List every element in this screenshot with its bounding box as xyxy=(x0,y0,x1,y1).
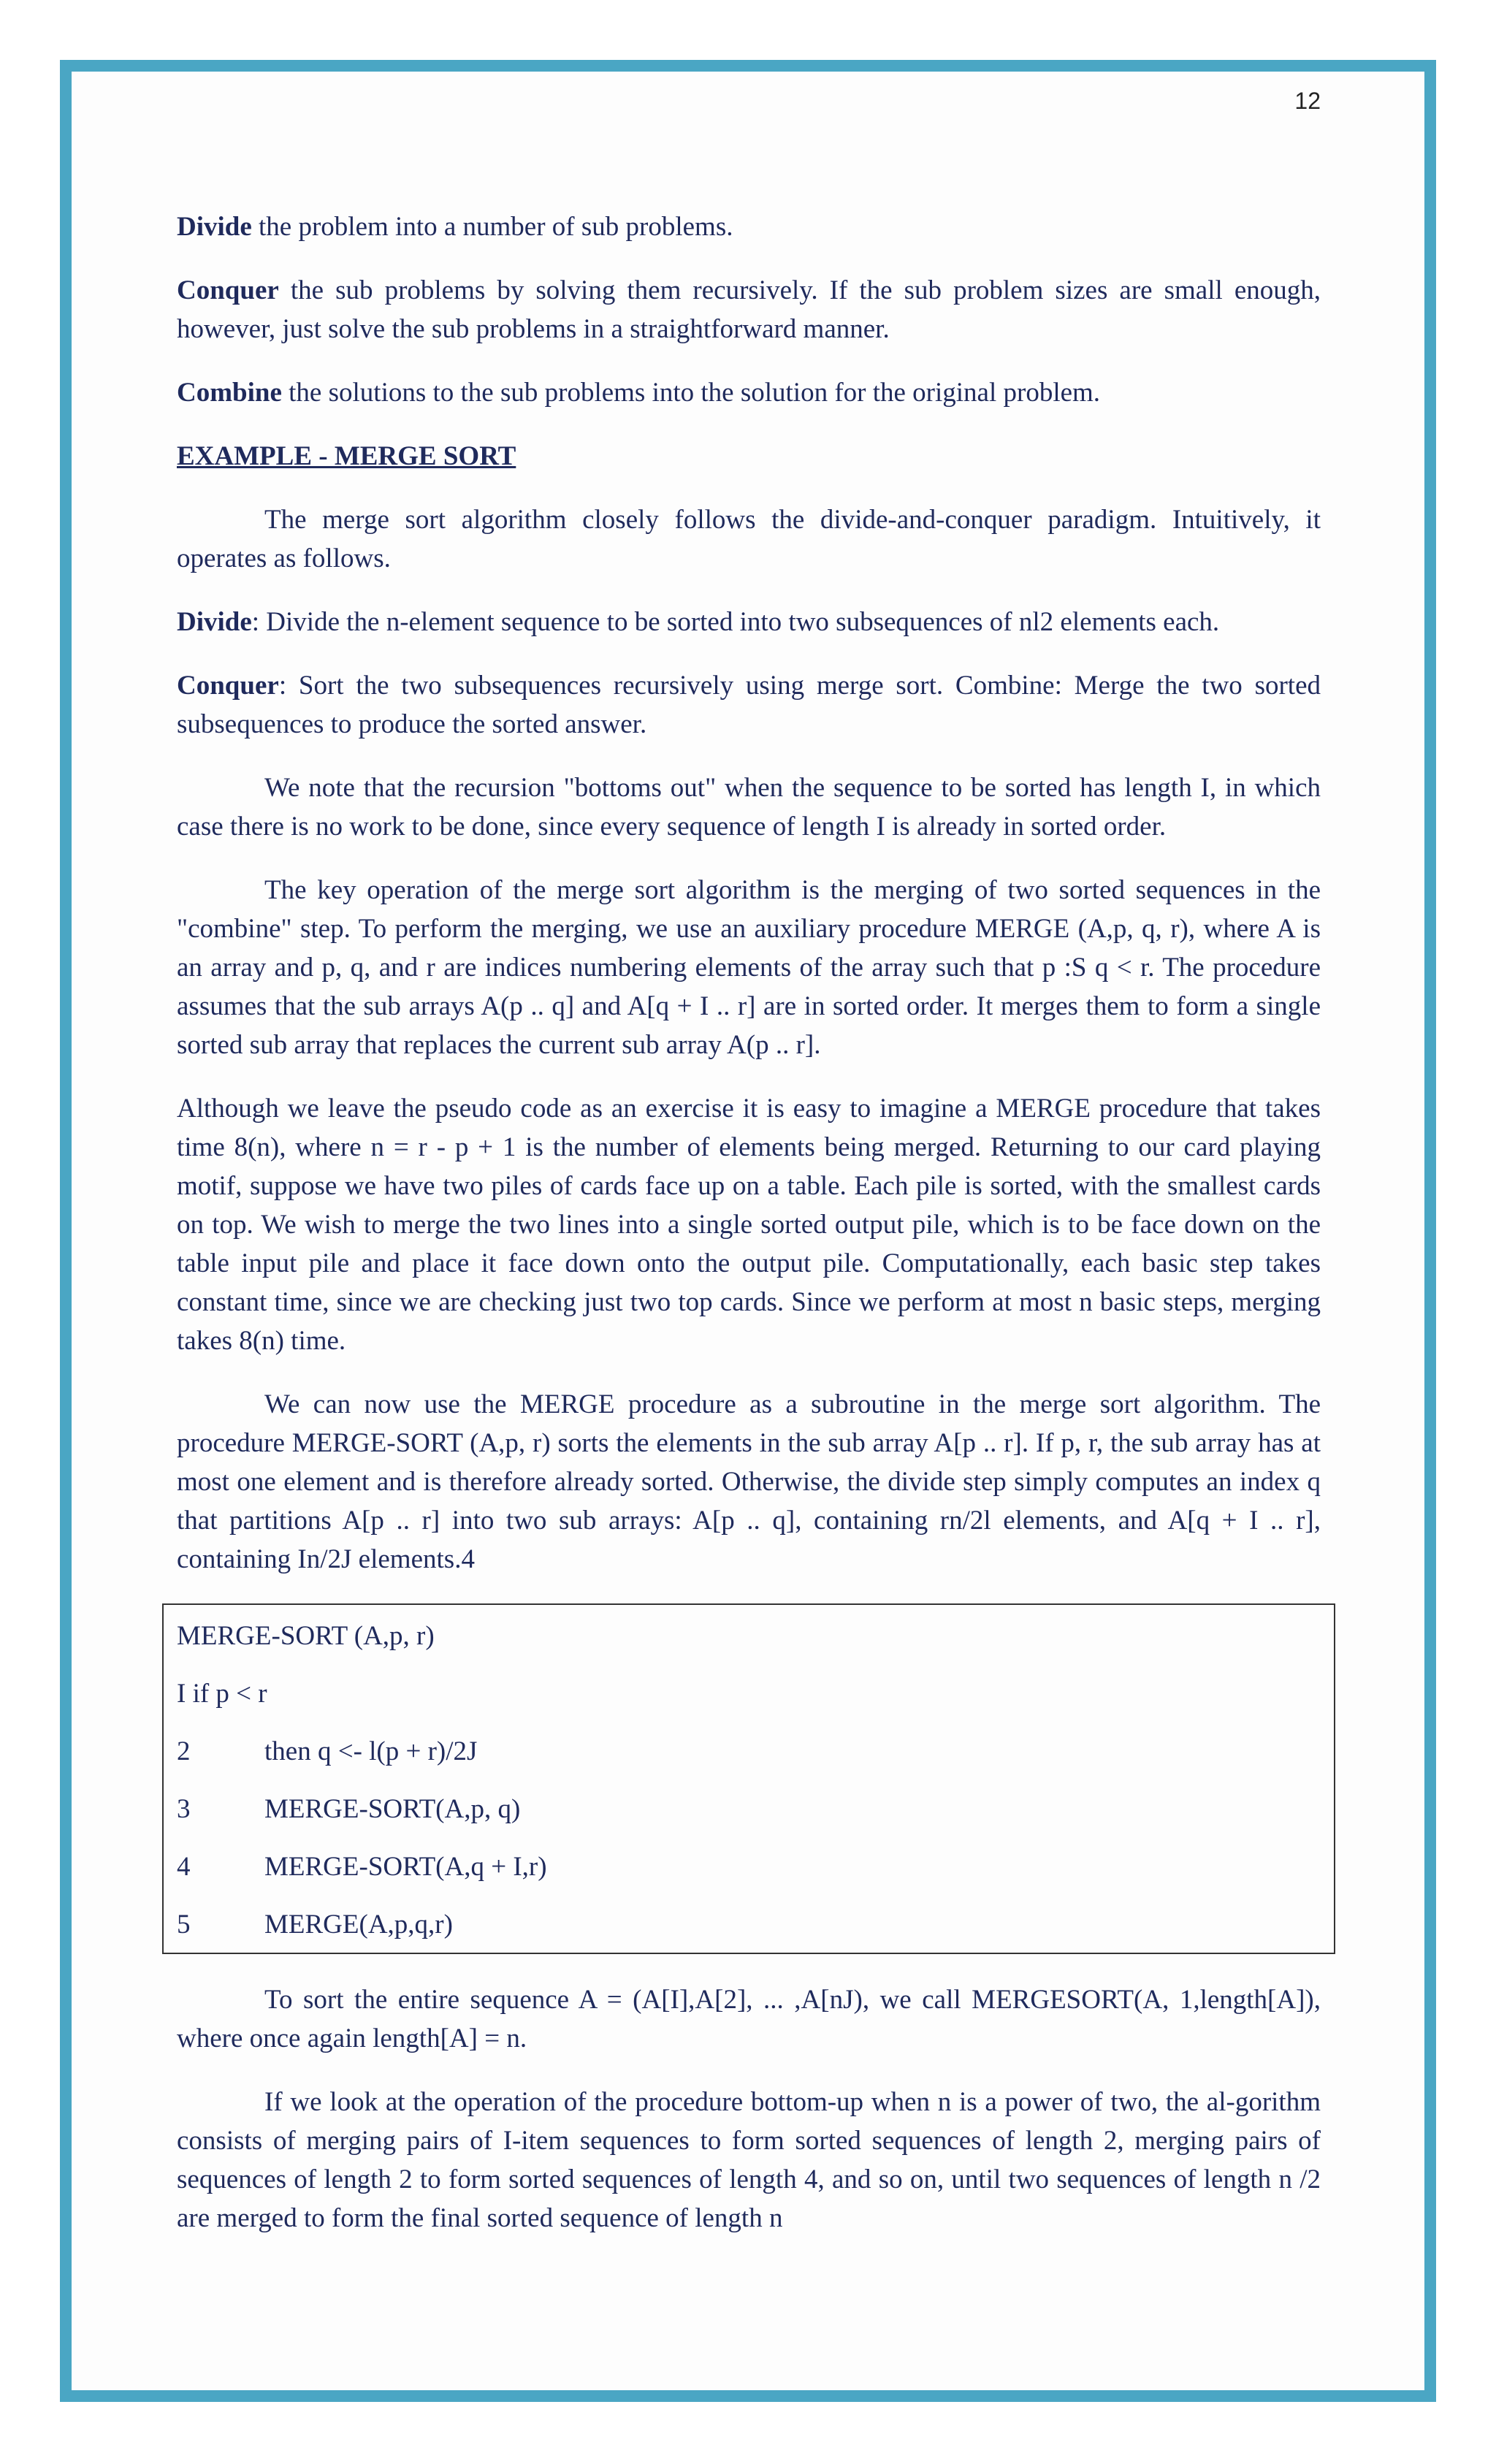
merge-sort-conquer-text: : Sort the two subsequences recursively using merge sort. Combine: Merge the two sorted subsequences to produce the sorted answer. xyxy=(177,671,1321,739)
code-line xyxy=(177,1790,1321,1828)
page-number: 12 xyxy=(1294,88,1321,114)
combine-label: Combine xyxy=(177,378,282,408)
conquer-paragraph xyxy=(177,271,1321,348)
merge-sort-divide-paragraph xyxy=(177,603,1321,641)
code-line-text: MERGE-SORT(A,q + I,r) xyxy=(264,1852,547,1882)
divide-text: the problem into a number of sub problems. xyxy=(251,212,733,242)
code-title-line xyxy=(177,1617,1321,1655)
merge-sort-divide-label: Divide xyxy=(177,607,252,637)
conquer-text: the sub problems by solving them recursively. If the sub problem sizes are small enough, however, just solve the sub problems in a straightforward manner. xyxy=(177,275,1321,344)
document-body xyxy=(177,207,1321,2262)
pseudo-code-paragraph: Although we leave the pseudo code as an exercise it is easy to imagine a MERGE procedure that takes time 8(n), where n = r - p + 1 is the number of elements being merged. Returning to our card playing motif, suppose we have two piles of cards face up on a table. Each pile is sorted, with the smallest cards on top. We wish to merge the two lines into a single sorted output pile, which is to be face down on the table input pile and place it face down onto the output pile. Computationally, each basic step takes constant time, since we are checking just two top cards. Since we perform at most n basic steps, merging takes 8(n) time. xyxy=(177,1094,1321,1356)
code-line xyxy=(177,1905,1321,1944)
sort-sequence-paragraph: To sort the entire sequence A = (A[I],A[2], ... ,A[nJ), we call MERGESORT(A, 1,length[A]), where once again length[A] = n. xyxy=(177,1985,1321,2053)
key-operation-paragraph: The key operation of the merge sort algorithm is the merging of two sorted sequences in the "combine" step. To perform the merging, we use an auxiliary procedure MERGE (A,p, q, r), where A is an array and p, q, and r are indices numbering elements of the array such that p :S q < r. The procedure assumes that the sub arrays A(p .. q] and A[q + I .. r] are in sorted order. It merges them to form a single sorted sub array that replaces the current sub array A(p .. r]. xyxy=(177,875,1321,1060)
code-line-text: then q <- l(p + r)/2J xyxy=(264,1736,478,1766)
code-line-number: 5 xyxy=(177,1910,191,1939)
bottom-up-paragraph: If we look at the operation of the procedure bottom-up when n is a power of two, the al-gorithm consists of merging pairs of I-item sequences to form sorted sequences of length 2, merging pairs of sequences of length 2 to form sorted sequences of length 4, and so on, until two sequences of length n /2 are merged to form the final sorted sequence of length n xyxy=(177,2087,1321,2233)
merge-sort-divide-text: : Divide the n-element sequence to be sorted into two subsequences of nl2 elements each. xyxy=(251,607,1220,637)
example-heading: EXAMPLE - MERGE SORT xyxy=(177,441,516,471)
code-line-text: MERGE-SORT(A,p, q) xyxy=(264,1794,521,1824)
conquer-label: Conquer xyxy=(177,275,279,305)
code-line xyxy=(177,1847,1321,1886)
divide-paragraph xyxy=(177,207,1321,246)
merge-sort-intro-paragraph: The merge sort algorithm closely follows the divide-and-conquer paradigm. Intuitively, it operates as follows. xyxy=(177,505,1321,573)
code-line-number: 2 xyxy=(177,1736,191,1766)
code-line-1-text: I if p < r xyxy=(177,1679,267,1709)
code-line xyxy=(177,1732,1321,1771)
recursion-paragraph: We note that the recursion "bottoms out" when the sequence to be sorted has length I, in which case there is no work to be done, since every sequence of length I is already in sorted order. xyxy=(177,773,1321,842)
code-line-number: 3 xyxy=(177,1794,191,1824)
code-line-number: 4 xyxy=(177,1852,191,1882)
code-title: MERGE-SORT (A,p, r) xyxy=(177,1621,435,1651)
divide-label: Divide xyxy=(177,212,252,242)
merge-procedure-paragraph: We can now use the MERGE procedure as a subroutine in the merge sort algorithm. The procedure MERGE-SORT (A,p, r) sorts the elements in the sub array A[p .. r]. If p, r, the sub array has at most one element and is therefore already sorted. Otherwise, the divide step simply computes an index q that partitions A[p .. r] into two sub arrays: A[p .. q], containing rn/2l elements, and A[q + I .. r], containing In/2J elements.4 xyxy=(177,1389,1321,1574)
code-line-1 xyxy=(177,1674,1321,1713)
merge-sort-conquer-label: Conquer xyxy=(177,671,279,701)
pseudocode-box xyxy=(162,1603,1335,1954)
merge-sort-conquer-paragraph xyxy=(177,666,1321,744)
code-line-text: MERGE(A,p,q,r) xyxy=(264,1910,453,1939)
combine-paragraph xyxy=(177,373,1321,412)
combine-text: the solutions to the sub problems into the solution for the original problem. xyxy=(281,378,1101,408)
